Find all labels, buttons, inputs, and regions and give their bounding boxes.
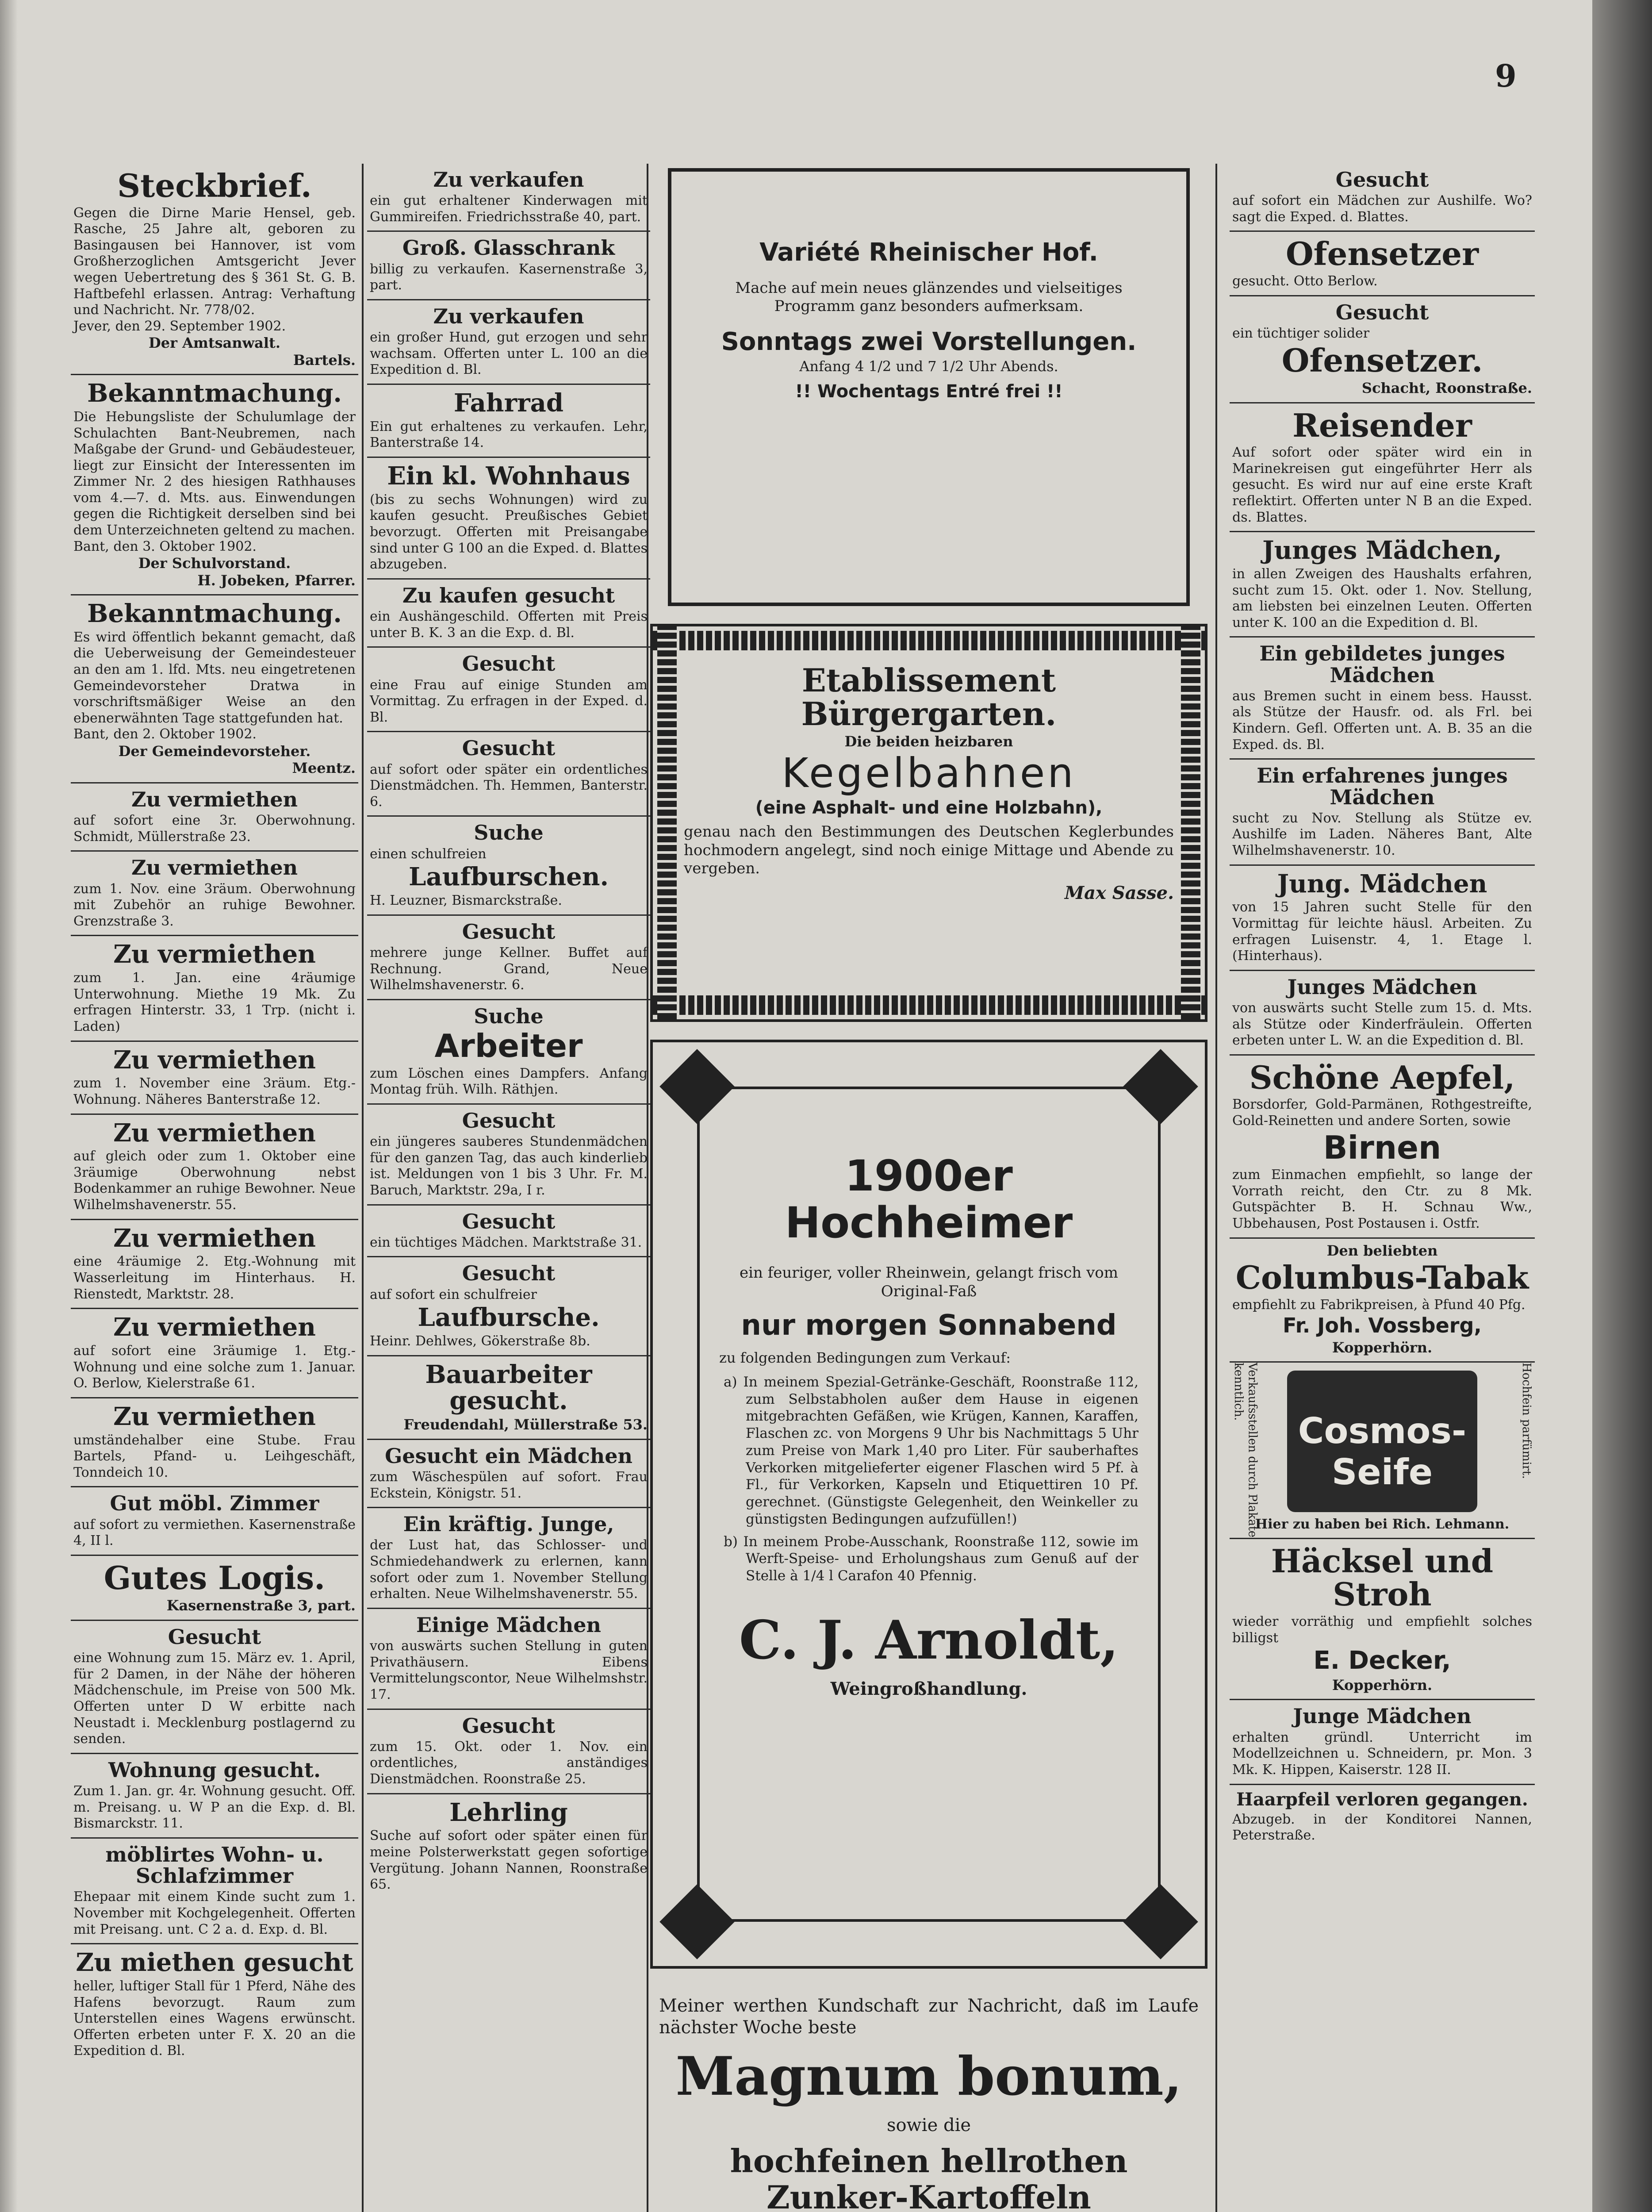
ad-text: gesucht. Otto Berlow. [1232, 273, 1378, 289]
ad-text: aus Bremen sucht in einem bess. Hausst. als Stütze der Hausfr. od. als Frl. bei Kindern. Gefl. Offerten unt. A. B. 35 an die Exped. ds. Bl. [1232, 688, 1532, 753]
ad-room [71, 1487, 358, 1555]
ad-big: Magnum bonum, [675, 2045, 1182, 2108]
ad-wanted [367, 1710, 650, 1794]
ad-heading: Ein kl. Wohnhaus [387, 461, 630, 491]
ad-wanted [1230, 164, 1535, 232]
ad-wanted [1230, 403, 1535, 533]
ad-firm: E. Decker, [1313, 1646, 1451, 1675]
ad-text: empfiehlt zu Fabrikpreisen, à Pfund 40 Pfg. [1232, 1297, 1526, 1313]
ad-date: Bant, den 3. Oktober 1902. [73, 538, 257, 554]
ad-text: umständehalber eine Stube. Frau Bartels, Pfand- u. Leihgeschäft, Tonndeich 10. [73, 1432, 356, 1480]
ad-heading: Junges Mädchen [1287, 975, 1477, 999]
ad-heading: Groß. Glasschrank [402, 236, 615, 260]
ad-text: genau nach den Bestimmungen des Deutschen Keglerbundes hochmodern angelegt, sind noch einige Mittage und Abende zu vergeben. [684, 823, 1174, 878]
ad-text: in allen Zweigen des Haushalts erfahren, sucht zum 15. Okt. oder 1. Nov. Stellung, am liebsten bei einzelnen Leuten. Offerten unter K. 100 an die Expedition d. Bl. [1232, 566, 1532, 630]
ad-heading: Laufburschen. [408, 862, 609, 892]
ad-wanted [367, 916, 650, 1000]
ad-heading: Gesucht [168, 1624, 261, 1649]
ad-fruit [1230, 1056, 1535, 1239]
ad-text: ein tüchtiger solider [1232, 325, 1370, 341]
ad-text: zum Wäschespülen auf sofort. Frau Eckstein, Königstr. 51. [370, 1469, 648, 1501]
ad-text: H. Leuzner, Bismarckstraße. [370, 893, 562, 909]
ad-heading: Gesucht [1335, 168, 1429, 192]
ad-text: auf sofort eine 3r. Oberwohnung. Schmidt, Müllerstraße 23. [73, 813, 356, 845]
ad-sale [367, 164, 650, 232]
ad-situation [1230, 971, 1535, 1056]
column-rule [362, 164, 364, 2212]
ad-heading: Ofensetzer. [1281, 341, 1483, 379]
ad-text: Kasernenstraße 3, part. [166, 1597, 356, 1614]
ad-text: eine Frau auf einige Stunden am Vormittag. Zu erfragen in der Exped. d. Bl. [370, 677, 648, 725]
ad-heading: Gesucht ein Mädchen [385, 1444, 632, 1468]
ad-text: von auswärts suchen Stellung in guten Privathäusern. Eibens Vermittelungscontor, Neue Wilhelmshstr. 17. [370, 1638, 648, 1702]
ad-text: auf gleich oder zum 1. Oktober eine 3räumige Oberwohnung nebst Bodenkammer an ruhige Bewohner. Neue Wilhelmshavenerstr. 55. [73, 1148, 356, 1213]
ad-rental [71, 852, 358, 936]
ad-heading: Ofensetzer [1285, 235, 1479, 273]
ad-text: eine 4räumige 2. Etg.-Wohnung mit Wasserleitung im Hinterhaus. H. Rienstedt, Marktstr. 28. [73, 1254, 356, 1302]
ad-firm: Fr. Joh. Vossberg, [1283, 1313, 1482, 1338]
ad-unterricht [1230, 1700, 1535, 1785]
ad-subheading: nur morgen Sonnabend [741, 1309, 1117, 1342]
ad-wanted [367, 1794, 650, 1898]
ad-heading: Zu vermiethen [113, 1223, 316, 1253]
ad-paren: (eine Asphalt- und eine Holzbahn), [755, 798, 1103, 818]
ad-heading: Zu vermiethen [113, 1313, 316, 1342]
ad-text: ein tüchtiges Mädchen. Marktstraße 31. [370, 1234, 642, 1250]
ad-text: Freudendahl, Müllerstraße 53. [403, 1416, 648, 1433]
ad-text: Hier zu haben bei Rich. Lehmann. [1255, 1516, 1510, 1532]
ad-text: auf sofort zu vermiethen. Kasernenstraße 4, II l. [73, 1517, 356, 1549]
ad-text: Ein gut erhaltenes zu verkaufen. Lehr, Banterstraße 14. [370, 419, 648, 451]
ad-text: Heinr. Dehlwes, Gökerstraße 8b. [370, 1333, 590, 1349]
ad-heading: Zu vermiethen [113, 1402, 316, 1431]
ad-text: zum 1. November eine 3räum. Etg.-Wohnung. Näheres Banterstraße 12. [73, 1075, 356, 1107]
ad-heading: Zu verkaufen [433, 168, 584, 192]
ad-list-item: b) In meinem Probe-Ausschank, Roonstraße 112, sowie im Werft-Speise- und Erholungshaus zum Genuß auf der Stelle à 1/4 l Carafon 40 Pfennig. [724, 1533, 1138, 1584]
ad-house [367, 458, 650, 580]
ad-date: Bant, den 2. Oktober 1902. [73, 726, 257, 742]
ad-text: zum 15. Okt. oder 1. Nov. ein ordentliches, anständiges Dienstmädchen. Roonstraße 25. [370, 1739, 648, 1787]
ad-heading: Gesucht [462, 1209, 556, 1233]
ad-heading: Zu verkaufen [433, 304, 584, 328]
ad-text: von auswärts sucht Stelle zum 15. d. Mts. als Stütze oder Kinderfräulein. Offerten erbeten unter L. W. an die Expedition d. Bl. [1232, 1000, 1532, 1048]
ad-text: erhalten gründl. Unterricht im Modellzeichnen u. Schneidern, pr. Mon. 3 Mk. K. Hippen, Kaiserstr. 128 II. [1232, 1729, 1532, 1778]
ad-heading: Gutes Logis. [103, 1559, 326, 1597]
ad-heading: Gesucht [462, 919, 556, 944]
ad-heading: Zu miethen gesucht [76, 1948, 353, 1978]
ad-wanted [367, 817, 650, 915]
ad-text: billig zu verkaufen. Kasernenstraße 3, part. [370, 261, 648, 293]
ad-wanted [1230, 232, 1535, 296]
ad-signature: Der Gemeindevorsteher. [118, 743, 311, 760]
ad-tabak [1230, 1239, 1535, 1363]
ad-wanted [367, 732, 650, 817]
ad-text: eine Wohnung zum 15. März ev. 1. April, für 2 Damen, in der Nähe der höheren Mädchenschule, im Preise von 500 Mk. Offerten unter D W erbitte nach Neustadt i. Mecklenburg postlagernd zu senden. [73, 1650, 356, 1747]
ad-text: Mache auf mein neues glänzendes und vielseitiges Programm ganz besonders aufmerksam. [735, 279, 1123, 315]
ad-subheading: Sonntags zwei Vorstellungen. [721, 327, 1137, 356]
ornament-border [657, 626, 677, 1019]
ad-heading: Birnen [1323, 1129, 1441, 1166]
ad-heading: Jung. Mädchen [1277, 869, 1487, 899]
ornament-border [653, 995, 1205, 1015]
ad-signature: Max Sasse. [1064, 882, 1174, 903]
ad-signature-name: Bartels. [293, 351, 356, 369]
ornament-border [653, 631, 1205, 650]
ad-heading: Gesucht [462, 736, 556, 760]
ad-text: Abzugeb. in der Konditorei Nannen, Peterstraße. [1232, 1811, 1532, 1843]
ad-heading: Junge Mädchen [1293, 1704, 1472, 1728]
ad-wanted [1230, 296, 1535, 403]
page-number: 9 [1495, 58, 1517, 94]
ad-rental [71, 783, 358, 852]
ad-heading: Einige Mädchen [416, 1613, 601, 1637]
ad-bekanntmachung [71, 595, 358, 783]
binding-shadow [0, 0, 18, 2212]
ad-heading: Steckbrief. [117, 167, 312, 204]
ad-list-item: a) In meinem Spezial-Getränke-Geschäft, Roonstraße 112, zum Selbstabholen außer dem Hause in eigenen mitgebrachten Gefäßen, wie Krügen, Kannen, Karaffen, Flaschen zc. von Morgens 9 Uhr bis Nachmittags 5 Uhr zum Preise von Mark 1,40 pro Liter. Für sauberhaftes Verkorken mitgelieferter eigener Flaschen wird 5 Pf. à Fl., für Verkorken, Kapseln und Etiquettiren 10 Pf. gerechnet. (Günstigste Gelegenheit, den Weinkeller zu günstigsten Bedingungen aufzufüllen!) [724, 1374, 1138, 1527]
ad-sale [367, 300, 650, 385]
ad-conditions: zu folgenden Bedingungen zum Verkauf: [719, 1349, 1011, 1366]
ad-text: Borsdorfer, Gold-Parmänen, Rothgestreifte, Gold-Reinetten und andere Sorten, sowie [1232, 1097, 1532, 1129]
ad-text: zum 1. Jan. eine 4räumige Unterwohnung. Miethe 19 Mk. Zu erfragen Hinterstr. 33, 1 Trp. (nicht i. Laden) [73, 970, 356, 1034]
ad-situation [1230, 866, 1535, 971]
ad-wanted [367, 648, 650, 732]
ad-text: zum Löschen eines Dampfers. Anfang Montag früh. Wilh. Räthjen. [370, 1065, 648, 1098]
ad-signature-name: H. Jobeken, Pfarrer. [197, 572, 356, 589]
ad-rental [71, 1220, 358, 1310]
ad-wanted [367, 1105, 650, 1206]
ad-heading: Lehrling [449, 1797, 568, 1827]
ad-text: ein großer Hund, gut erzogen und sehr wachsam. Offerten unter L. 100 an die Expedition d. Bl. [370, 330, 648, 378]
ad-firm: C. J. Arnoldt, [739, 1609, 1119, 1671]
ad-text: Gegen die Dirne Marie Hensel, geb. Rasche, 25 Jahre alt, geboren zu Basingausen bei Hannover, ist vom Großherzoglichen Amtsgericht Jever wegen Uebertretung des § 361 St. G. B. Haftbefehl erlassen. Antrag: Verhaftung und Nachricht. Nr. 778/02. [73, 205, 356, 318]
ad-heading: Zu vermiethen [131, 787, 298, 811]
ad-logis [71, 1556, 358, 1621]
ad-heading: Zu vermiethen [113, 940, 316, 969]
ad-signature: Der Amtsanwalt. [149, 334, 280, 352]
ad-heading: Bekanntmachung. [87, 599, 342, 629]
ad-variete [668, 168, 1190, 606]
ad-text: einen schulfreien [370, 846, 487, 862]
ad-heading: Suche [474, 821, 544, 845]
ad-text: Die Hebungsliste der Schulumlage der Schulachten Bant-Neubremen, nach Maßgabe der Grund- und Gebäudesteuer, liegt zur Einsicht der Interessenten im Zimmer Nr. 2 des hiesigen Rathhauses vom 4.—7. d. Mts. aus. Einwendungen gegen die Richtigkeit derselben sind bei dem Unterzeichneten geltend zu machen. [73, 409, 356, 538]
ad-rental [71, 1309, 358, 1398]
column-rule [1215, 164, 1217, 2212]
ad-haecksel [1230, 1539, 1535, 1701]
ad-hochheimer [650, 1040, 1207, 1969]
cosmos-soap-logo [1287, 1371, 1477, 1512]
ad-heading: Variété Rheinischer Hof. [759, 238, 1098, 267]
column-2 [367, 164, 650, 2212]
ad-big: hochfeinen hellrothen Zunker-Kartoffeln [730, 2142, 1128, 2212]
ad-wanted [71, 1754, 358, 1839]
ad-text: ein jüngeres sauberes Stundenmädchen für den ganzen Tag, das auch kinderlieb ist. Meldungen von 1 bis 3 Uhr. Fr. M. Baruch, Marktstr. 29a, I r. [370, 1134, 648, 1198]
ad-text: (bis zu sechs Wohnungen) wird zu kaufen gesucht. Preußisches Gebiet bevorzugt. Offerten mit Preisangabe sind unter G 100 an die Exped. d. Blattes abzugeben. [370, 492, 648, 572]
ad-sale [367, 385, 650, 458]
ad-wanted [71, 1944, 358, 2065]
ad-side-text: Verkaufsstellen durch Plakate kenntlich. [1232, 1362, 1259, 1538]
ad-heading: Haarpfeil verloren gegangen. [1236, 1789, 1528, 1810]
ad-heading: Junges Mädchen, [1262, 536, 1502, 565]
ad-text: zum 1. Nov. eine 3räum. Oberwohnung mit Zubehör an ruhige Bewohner. Grenzstraße 3. [73, 881, 356, 929]
ad-text: auf sofort eine 3räumige 1. Etg.-Wohnung und eine solche zum 1. Januar. O. Berlow, Kielerstraße 61. [73, 1343, 356, 1391]
ad-text: der Lust hat, das Schlosser- und Schmiedehandwerk zu erlernen, kann sofort oder zum 1. November Stellung erhalten. Neue Wilhelmshavenerstr. 55. [370, 1537, 648, 1602]
logo-text: Cosmos-Seife [1298, 1410, 1467, 1493]
ad-wanted [367, 580, 650, 648]
ad-text: auf sofort ein schulfreier [370, 1286, 537, 1302]
ad-rental [71, 1398, 358, 1488]
ad-text: ein gut erhaltener Kinderwagen mit Gummireifen. Friedrichsstraße 40, part. [370, 193, 648, 225]
ad-heading: Fahrrad [453, 388, 564, 418]
ad-pre: Den beliebten [1326, 1242, 1438, 1259]
ad-heading: Bauarbeiter gesucht. [425, 1359, 592, 1415]
ad-heading: Wohnung gesucht. [108, 1758, 321, 1782]
ad-text: ein Aushängeschild. Offerten mit Preis unter B. K. 3 an die Exp. d. Bl. [370, 609, 648, 641]
ad-heading: Laufbursche. [418, 1303, 600, 1333]
ad-cosmos-seife [1230, 1363, 1535, 1539]
ad-situation [1230, 532, 1535, 637]
page-edge-shadow [1592, 0, 1652, 2212]
ad-sale [367, 232, 650, 300]
ad-text: wieder vorräthig und empfiehlt solches billigst [1232, 1614, 1532, 1646]
ad-heading: Ein erfahrenes junges Mädchen [1257, 764, 1508, 809]
ad-heading: Gesucht [1335, 300, 1429, 324]
ad-text: auf sofort ein Mädchen zur Aushilfe. Wo? sagt die Exped. d. Blattes. [1232, 193, 1532, 225]
ad-bekanntmachung [71, 375, 358, 595]
ad-lost [1230, 1785, 1535, 1849]
ad-heading: Ein gebildetes junges Mädchen [1259, 641, 1505, 687]
ad-text: auf sofort oder später ein ordentliches Dienstmädchen. Th. Hemmen, Banterstr. 6. [370, 761, 648, 810]
ad-firm-sub: Kopperhörn. [1332, 1677, 1433, 1694]
ad-text: Suche auf sofort oder später einen für meine Polsterwerkstatt gegen sofortige Vergütung. Johann Nannen, Roonstraße 65. [370, 1828, 648, 1893]
ad-wanted [367, 1206, 650, 1258]
ad-heading: Zu vermiethen [113, 1118, 316, 1148]
ad-heading: 1900er Hochheimer [785, 1151, 1073, 1248]
ad-text: Meiner werthen Kundschaft zur Nachricht, daß im Laufe nächster Woche beste [659, 1996, 1199, 2038]
ad-date: Jever, den 29. September 1902. [73, 318, 286, 334]
ad-signature: Der Schulvorstand. [138, 555, 291, 572]
ad-heading: möblirtes Wohn- u. Schlafzimmer [105, 1842, 324, 1888]
ad-heading: Gesucht [462, 1108, 556, 1133]
ad-text: Es wird öffentlich bekannt gemacht, daß die Ueberweisung der Gemeindesteuer an den am 1. lfd. Mts. neu eingetretenen Gemeindevorsteher Dratwa in vorschriftsmäßiger Weise an den ebenerwähnten Tage stattgefunden hat. [73, 629, 356, 726]
ad-big: Kegelbahnen [782, 749, 1076, 797]
ad-signature-name: Meentz. [292, 760, 356, 777]
ad-heading: Schöne Aepfel, [1249, 1058, 1515, 1096]
ad-firm-sub: Weingroßhandlung. [830, 1678, 1027, 1699]
ad-text: mehrere junge Kellner. Buffet auf Rechnung. Grand, Neue Wilhelmshavenerstr. 6. [370, 945, 648, 993]
ad-side-text: Hochfein parfümirt. [1520, 1362, 1533, 1479]
ad-heading: Gesucht [462, 652, 556, 676]
ad-heading: Zu kaufen gesucht [402, 583, 615, 607]
ad-heading: Gesucht [462, 1261, 556, 1286]
ad-kartoffeln [650, 1995, 1207, 2212]
ad-mid: sowie die [886, 2115, 971, 2135]
ad-heading: Zu vermiethen [113, 1045, 316, 1075]
ad-wanted [367, 1440, 650, 1508]
ad-wanted [367, 1609, 650, 1710]
ad-rental [71, 936, 358, 1041]
ad-text: ein feuriger, voller Rheinwein, gelangt frisch vom Original-Faß [739, 1264, 1119, 1300]
ad-heading: Etablissement Bürgergarten. [801, 661, 1057, 733]
column-1 [71, 164, 358, 2212]
ad-wanted [367, 1000, 650, 1105]
ad-text: von 15 Jahren sucht Stelle für den Vormittag für leichte häusl. Arbeiten. Zu erfragen Luisenstr. 4, 1. Etage l. (Hinterhaus). [1232, 899, 1532, 964]
ad-heading: Bekanntmachung. [87, 379, 342, 408]
ad-footer: !! Wochentags Entré frei !! [795, 381, 1063, 402]
ad-situation [1230, 760, 1535, 865]
ad-pre: Die beiden heizbaren [844, 733, 1013, 750]
ad-wanted [367, 1356, 650, 1440]
ad-rental [71, 1115, 358, 1220]
ad-text: Ehepaar mit einem Kinde sucht zum 1. November mit Kochgelegenheit. Offerten mit Preisang. unt. C 2 a. d. Exp. d. Bl. [73, 1889, 356, 1937]
ad-text: sucht zu Nov. Stellung als Stütze ev. Aushilfe im Laden. Näheres Bant, Alte Wilhelmshavenerstr. 10. [1232, 810, 1532, 859]
ad-heading: Reisender [1292, 406, 1472, 444]
ad-times: Anfang 4 1/2 und 7 1/2 Uhr Abends. [799, 357, 1058, 375]
ad-rental [71, 1042, 358, 1115]
ad-kegelbahnen [650, 624, 1207, 1022]
ad-heading: Suche [474, 1004, 544, 1028]
ad-situation [1230, 637, 1535, 760]
column-4 [1230, 164, 1535, 2212]
ad-wanted [367, 1508, 650, 1609]
ad-text: Auf sofort oder später wird ein in Marinekreisen gut eingeführter Herr als gesucht. Es wird nur auf eine erste Kraft reflektirt. Offerten unter N B an die Exped. ds. Blattes. [1232, 445, 1532, 525]
ad-heading: Gesucht [462, 1713, 556, 1738]
column-3 [650, 164, 1207, 2212]
ornament-border [1181, 626, 1200, 1019]
ad-firm-sub: Kopperhörn. [1332, 1339, 1433, 1356]
ad-heading: Gut möbl. Zimmer [110, 1491, 319, 1516]
ad-heading: Zu vermiethen [131, 856, 298, 880]
ad-heading: Häcksel und Stroh [1271, 1542, 1494, 1613]
ad-text: Zum 1. Jan. gr. 4r. Wohnung gesucht. Off. m. Preisang. u. W P an die Exp. d. Bl. Bismarckstr. 11. [73, 1783, 356, 1832]
ad-steckbrief [71, 164, 358, 375]
ad-text: Schacht, Roonstraße. [1361, 380, 1532, 397]
ad-text: heller, luftiger Stall für 1 Pferd, Nähe des Hafens bevorzugt. Raum zum Unterstellen eines Wagens erwünscht. Offerten erbeten unter F. X. 20 an die Expedition d. Bl. [73, 1978, 356, 2059]
ad-wanted [71, 1839, 358, 1944]
ad-heading: Ein kräftig. Junge, [403, 1512, 614, 1536]
ad-heading: Arbeiter [434, 1027, 583, 1065]
ad-wanted [71, 1621, 358, 1754]
ad-heading: Columbus-Tabak [1235, 1259, 1529, 1297]
ad-wanted [367, 1257, 650, 1356]
ad-text: zum Einmachen empfiehlt, so lange der Vorrath reicht, den Ctr. zu 8 Mk. Gutspächter B. H. Schnau Ww., Ubbehausen, Post Postausen i. Ostfr. [1232, 1167, 1532, 1232]
